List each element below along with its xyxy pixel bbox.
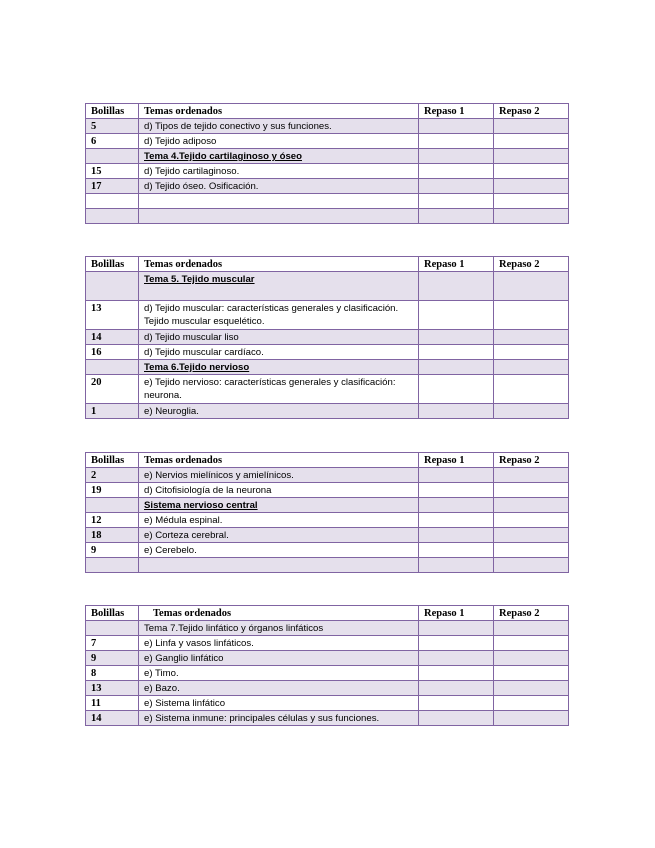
repaso-1-cell[interactable] — [419, 360, 494, 375]
table-row — [86, 498, 569, 513]
table-row — [86, 711, 569, 726]
table-row — [86, 483, 569, 498]
bolilla-number: 7 — [86, 636, 139, 651]
repaso-2-cell[interactable] — [494, 636, 569, 651]
topic-text: d) Tejido óseo. Osificación. — [139, 179, 419, 194]
table-row — [86, 513, 569, 528]
study-table-1 — [85, 103, 569, 224]
table-row — [86, 272, 569, 301]
study-table-4 — [85, 605, 569, 726]
table-row — [86, 468, 569, 483]
header-repaso-1: Repaso 1 — [419, 257, 494, 272]
repaso-2-cell[interactable] — [494, 651, 569, 666]
repaso-1-cell[interactable] — [419, 528, 494, 543]
repaso-2-cell[interactable] — [494, 164, 569, 179]
header-temas: Temas ordenados — [139, 453, 419, 468]
repaso-2-cell[interactable] — [494, 621, 569, 636]
topic-text: e) Nervios mielínicos y amielínicos. — [139, 468, 419, 483]
repaso-1-cell[interactable] — [419, 134, 494, 149]
table-row — [86, 651, 569, 666]
header-bolillas: Bolillas — [86, 257, 139, 272]
header-temas: Temas ordenados — [139, 606, 419, 621]
bolilla-number — [86, 360, 139, 375]
table-row — [86, 164, 569, 179]
repaso-1-cell[interactable] — [419, 696, 494, 711]
bolilla-number: 6 — [86, 134, 139, 149]
table-row — [86, 528, 569, 543]
header-bolillas: Bolillas — [86, 606, 139, 621]
repaso-1-cell[interactable] — [419, 272, 494, 301]
repaso-2-cell[interactable] — [494, 330, 569, 345]
repaso-1-cell[interactable] — [419, 636, 494, 651]
table-row — [86, 696, 569, 711]
header-repaso-1: Repaso 1 — [419, 606, 494, 621]
repaso-1-cell[interactable] — [419, 666, 494, 681]
repaso-1-cell[interactable] — [419, 468, 494, 483]
topic-text: e) Ganglio linfático — [139, 651, 419, 666]
repaso-2-cell[interactable] — [494, 711, 569, 726]
table-row — [86, 209, 569, 224]
repaso-1-cell[interactable] — [419, 513, 494, 528]
section-title: Sistema nervioso central — [144, 500, 258, 511]
section-heading — [139, 272, 419, 301]
repaso-2-cell[interactable] — [494, 498, 569, 513]
repaso-2-cell[interactable] — [494, 404, 569, 419]
repaso-1-cell[interactable] — [419, 179, 494, 194]
topic-text: e) Cerebelo. — [139, 543, 419, 558]
table-row — [86, 636, 569, 651]
bolilla-number — [86, 621, 139, 636]
repaso-2-cell[interactable] — [494, 528, 569, 543]
repaso-1-cell[interactable] — [419, 375, 494, 404]
bolilla-number — [86, 498, 139, 513]
bolilla-number: 20 — [86, 375, 139, 404]
topic-text: e) Sistema linfático — [139, 696, 419, 711]
topic-text: e) Linfa y vasos linfáticos. — [139, 636, 419, 651]
header-temas: Temas ordenados — [139, 104, 419, 119]
table-row — [86, 330, 569, 345]
topic-text: e) Corteza cerebral. — [139, 528, 419, 543]
table-row — [86, 681, 569, 696]
repaso-2-cell[interactable] — [494, 360, 569, 375]
bolilla-number: 14 — [86, 330, 139, 345]
section-heading — [139, 498, 419, 513]
bolilla-number: 19 — [86, 483, 139, 498]
repaso-2-cell[interactable] — [494, 681, 569, 696]
repaso-1-cell[interactable] — [419, 681, 494, 696]
repaso-1-cell[interactable] — [419, 301, 494, 330]
topic-text: d) Tejido adiposo — [139, 134, 419, 149]
topic-text: e) Sistema inmune: principales células y sus funciones. — [139, 711, 419, 726]
repaso-1-cell[interactable] — [419, 209, 494, 224]
repaso-2-cell[interactable] — [494, 194, 569, 209]
repaso-2-cell[interactable] — [494, 666, 569, 681]
topic-text: e) Neuroglia. — [139, 404, 419, 419]
topic-text: d) Tejido cartilaginoso. — [139, 164, 419, 179]
bolilla-number — [86, 272, 139, 301]
topic-text: d) Tejido muscular: características generales y clasificación. Tejido muscular esquelético. — [139, 301, 419, 330]
repaso-2-cell[interactable] — [494, 696, 569, 711]
topic-text: d) Tipos de tejido conectivo y sus funciones. — [139, 119, 419, 134]
header-temas: Temas ordenados — [139, 257, 419, 272]
table-row — [86, 558, 569, 573]
repaso-2-cell[interactable] — [494, 543, 569, 558]
repaso-1-cell[interactable] — [419, 711, 494, 726]
repaso-1-cell[interactable] — [419, 543, 494, 558]
bolilla-number: 2 — [86, 468, 139, 483]
repaso-1-cell[interactable] — [419, 621, 494, 636]
topic-text: e) Médula espinal. — [139, 513, 419, 528]
bolilla-number: 8 — [86, 666, 139, 681]
bolilla-number: 18 — [86, 528, 139, 543]
table-row — [86, 404, 569, 419]
table-row — [86, 666, 569, 681]
repaso-2-cell[interactable] — [494, 375, 569, 404]
topic-text — [139, 194, 419, 209]
repaso-2-cell[interactable] — [494, 134, 569, 149]
bolilla-number: 1 — [86, 404, 139, 419]
bolilla-number: 16 — [86, 345, 139, 360]
header-bolillas: Bolillas — [86, 453, 139, 468]
study-table-3 — [85, 452, 569, 573]
bolilla-number: 12 — [86, 513, 139, 528]
table-row — [86, 360, 569, 375]
bolilla-number: 9 — [86, 651, 139, 666]
table-row — [86, 149, 569, 164]
repaso-2-cell[interactable] — [494, 483, 569, 498]
table-row — [86, 119, 569, 134]
repaso-1-cell[interactable] — [419, 404, 494, 419]
repaso-1-cell[interactable] — [419, 149, 494, 164]
repaso-1-cell[interactable] — [419, 194, 494, 209]
repaso-1-cell[interactable] — [419, 651, 494, 666]
header-repaso-2: Repaso 2 — [494, 606, 569, 621]
repaso-1-cell[interactable] — [419, 483, 494, 498]
repaso-2-cell[interactable] — [494, 119, 569, 134]
repaso-2-cell[interactable] — [494, 209, 569, 224]
repaso-2-cell[interactable] — [494, 468, 569, 483]
repaso-2-cell[interactable] — [494, 272, 569, 301]
bolilla-number: 11 — [86, 696, 139, 711]
header-repaso-2: Repaso 2 — [494, 104, 569, 119]
topic-text — [139, 558, 419, 573]
study-table-2 — [85, 256, 569, 419]
table-row — [86, 621, 569, 636]
table-header-row — [86, 453, 569, 468]
header-repaso-2: Repaso 2 — [494, 257, 569, 272]
repaso-1-cell[interactable] — [419, 119, 494, 134]
table-row — [86, 543, 569, 558]
header-bolillas: Bolillas — [86, 104, 139, 119]
repaso-2-cell[interactable] — [494, 513, 569, 528]
table-header-row — [86, 606, 569, 621]
repaso-2-cell[interactable] — [494, 301, 569, 330]
section-title: Tema 5. Tejido muscular — [144, 274, 255, 285]
table-row — [86, 134, 569, 149]
section-title: Tema 4.Tejido cartilaginoso y óseo — [144, 151, 302, 162]
table-header-row — [86, 257, 569, 272]
repaso-1-cell[interactable] — [419, 164, 494, 179]
bolilla-number — [86, 558, 139, 573]
repaso-2-cell[interactable] — [494, 558, 569, 573]
topic-text: d) Citofisiología de la neurona — [139, 483, 419, 498]
table-row — [86, 375, 569, 404]
repaso-1-cell[interactable] — [419, 330, 494, 345]
repaso-1-cell[interactable] — [419, 558, 494, 573]
header-repaso-2: Repaso 2 — [494, 453, 569, 468]
bolilla-number: 14 — [86, 711, 139, 726]
section-heading — [139, 149, 419, 164]
bolilla-number: 17 — [86, 179, 139, 194]
table-row — [86, 345, 569, 360]
bolilla-number — [86, 209, 139, 224]
repaso-1-cell[interactable] — [419, 498, 494, 513]
header-repaso-1: Repaso 1 — [419, 104, 494, 119]
topic-text: e) Timo. — [139, 666, 419, 681]
table-row — [86, 179, 569, 194]
topic-text: d) Tejido muscular liso — [139, 330, 419, 345]
section-heading: Tema 7.Tejido linfático y órganos linfáticos — [139, 621, 419, 636]
section-title: Tema 6.Tejido nervioso — [144, 362, 250, 373]
topic-text: e) Tejido nervioso: características generales y clasificación: neurona. — [139, 375, 419, 404]
repaso-2-cell[interactable] — [494, 149, 569, 164]
topic-text: e) Bazo. — [139, 681, 419, 696]
repaso-2-cell[interactable] — [494, 179, 569, 194]
topic-text: d) Tejido muscular cardíaco. — [139, 345, 419, 360]
bolilla-number: 13 — [86, 301, 139, 330]
bolilla-number: 5 — [86, 119, 139, 134]
bolilla-number — [86, 149, 139, 164]
table-row — [86, 301, 569, 330]
bolilla-number — [86, 194, 139, 209]
repaso-1-cell[interactable] — [419, 345, 494, 360]
topic-text — [139, 209, 419, 224]
bolilla-number: 15 — [86, 164, 139, 179]
header-repaso-1: Repaso 1 — [419, 453, 494, 468]
bolilla-number: 13 — [86, 681, 139, 696]
table-row — [86, 194, 569, 209]
table-header-row — [86, 104, 569, 119]
section-heading — [139, 360, 419, 375]
bolilla-number: 9 — [86, 543, 139, 558]
repaso-2-cell[interactable] — [494, 345, 569, 360]
